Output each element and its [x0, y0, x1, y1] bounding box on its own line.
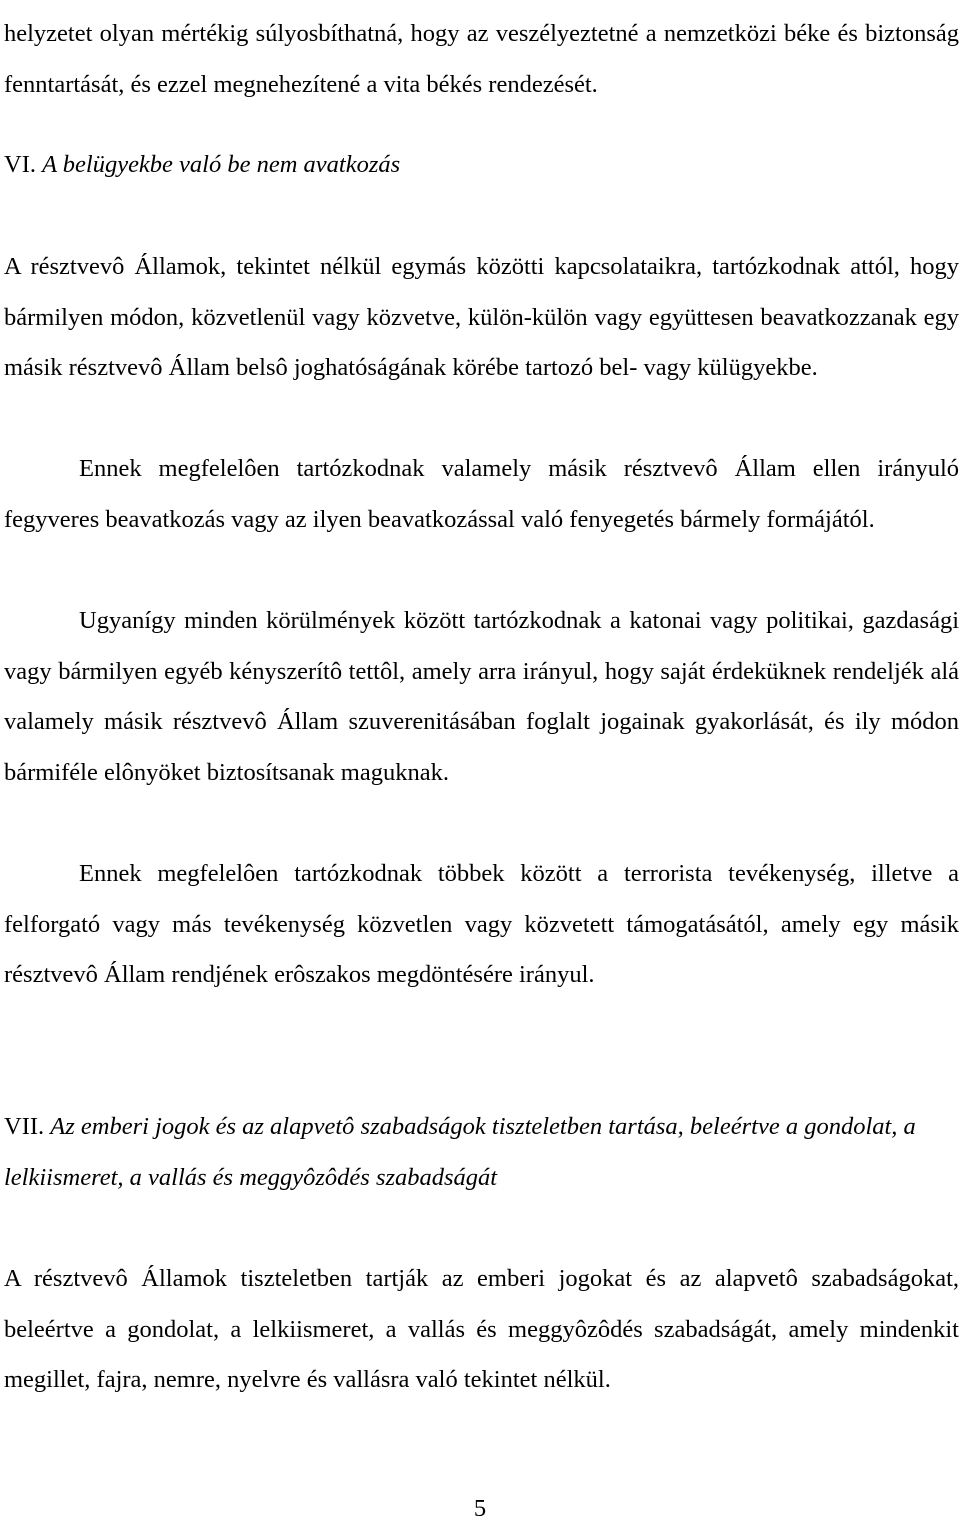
section-vi-paragraph-3: Ugyanígy minden körülmények között tartózkodnak a katonai vagy politikai, gazdasági vagy bármilyen egyéb kényszerítô tettôl, amely arra irányul, hogy saját érdeküknek rendeljék alá valamely másik résztvevô Állam szuverenitásában foglalt jogainak gyakorlását, és ily módon bármiféle elônyöket biztosítsanak maguknak.: [4, 607, 959, 786]
section-vi-paragraph-2: Ennek megfelelôen tartózkodnak valamely másik résztvevô Állam ellen irányuló fegyveres beavatkozás vagy az ilyen beavatkozással való fenyegetés bármely formájától.: [4, 455, 959, 533]
section-vii-number: VII.: [4, 1113, 45, 1140]
section-vii-heading: [4, 1102, 959, 1203]
section-vi-paragraph-4: Ennek megfelelôen tartózkodnak többek között a terrorista tevékenység, illetve a felforgató vagy más tevékenység közvetlen vagy közvetett támogatásától, amely egy másik résztvevô Állam rendjének erôszakos megdöntésére irányul.: [4, 860, 959, 989]
section-vi-title: A belügyekbe való be nem avatkozás: [42, 151, 401, 178]
section-vii-title: Az emberi jogok és az alapvetô szabadságok tiszteletben tartása, beleértve a gondolat, a lelkiismeret, a vallás és meggyôzôdés szabadságát: [4, 1113, 916, 1191]
section-vi-heading: [4, 140, 959, 191]
continuation-paragraph: helyzetet olyan mértékig súlyosbíthatná, hogy az veszélyeztetné a nemzetközi béke és biztonság fenntartását, és ezzel megnehezítené a vita békés rendezését.: [4, 20, 959, 98]
section-vi-paragraph-1: A résztvevô Államok, tekintet nélkül egymás közötti kapcsolataikra, tartózkodnak attól, hogy bármilyen módon, közvetlenül vagy közvetve, külön-külön vagy együttesen beavatkozzanak egy másik résztvevô Állam belsô joghatóságának körébe tartozó bel- vagy külügyekbe.: [4, 253, 959, 382]
section-vi-number: VI.: [4, 151, 36, 178]
page-number: 5: [473, 1495, 487, 1522]
section-vii-paragraph-1: A résztvevô Államok tiszteletben tartják az emberi jogokat és az alapvetô szabadságokat, beleértve a gondolat, a lelkiismeret, a vallás és meggyôzôdés szabadságát, amely mindenkit megillet, fajra, nemre, nyelvre és vallásra való tekintet nélkül.: [4, 1265, 959, 1394]
